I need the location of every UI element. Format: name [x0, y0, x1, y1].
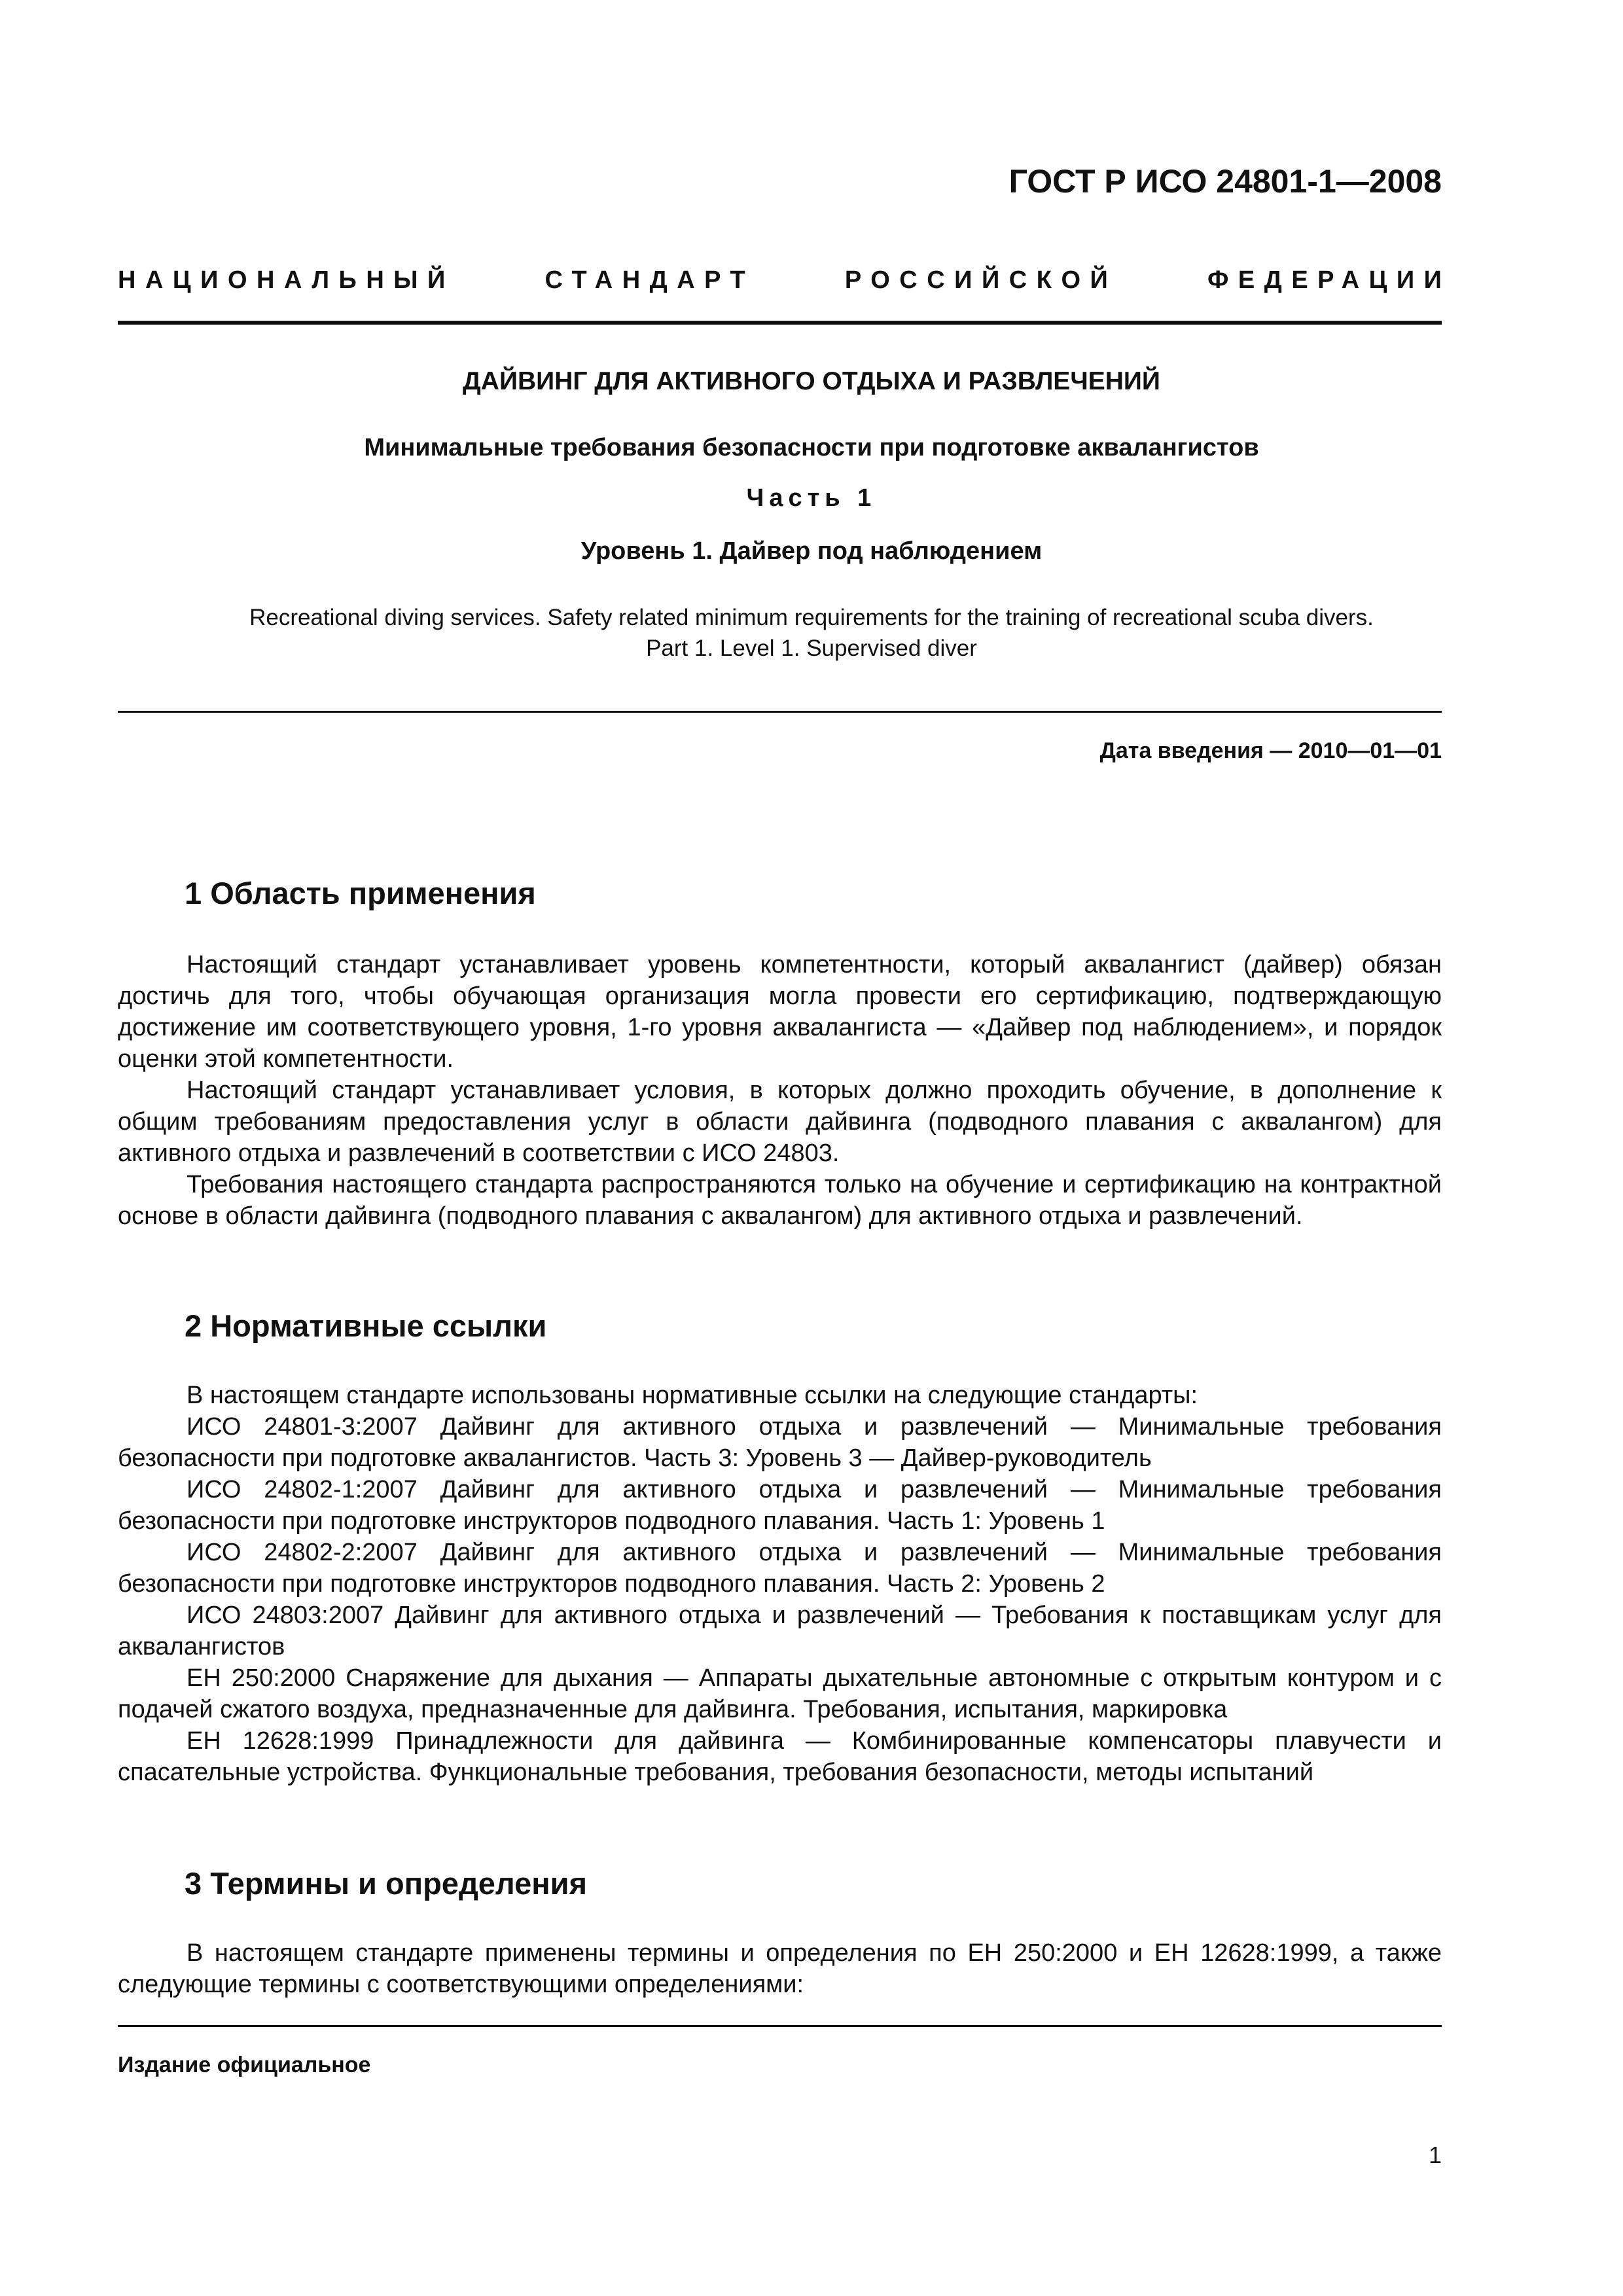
paragraph: Настоящий стандарт устанавливает условия, в которых должно проходить обучение, в дополнение к общим требованиям предоставления услуг в области дайвинга (подводного плавания с аквалангом) для активного отдыха и развлечений в соответствии с ИСО 24803. — [118, 1077, 1442, 1167]
english-title-line1: Recreational diving services. Safety related minimum requirements for the training of recreational scuba divers. — [249, 605, 1374, 630]
banner-word: НАЦИОНАЛЬНЫЙ — [118, 266, 455, 294]
paragraph: В настоящем стандарте использованы нормативные ссылки на следующие стандарты: — [187, 1382, 1198, 1409]
reference-item: ИСО 24801-3:2007 Дайвинг для активного отдыха и развлечений — Минимальные требования безопасности при подготовке аквалангистов. Часть 3: Уровень 3 — Дайвер-руководитель — [118, 1413, 1442, 1472]
document-code: ГОСТ Р ИСО 24801-1—2008 — [1008, 163, 1442, 200]
section-body — [118, 1937, 1442, 2000]
section-body — [118, 949, 1442, 1232]
reference-item: ИСО 24802-2:2007 Дайвинг для активного отдыха и развлечений — Минимальные требования безопасности при подготовке инструкторов подводного плавания. Часть 2: Уровень 2 — [118, 1539, 1442, 1598]
standard-subtitle: Минимальные требования безопасности при подготовке аквалангистов — [364, 434, 1259, 461]
national-standard-banner — [118, 266, 1452, 295]
page-number: 1 — [1428, 2142, 1442, 2168]
section-heading: 3 Термины и определения — [185, 1866, 587, 1901]
reference-item: ИСО 24803:2007 Дайвинг для активного отдыха и развлечений — Требования к поставщикам услуг для аквалангистов — [118, 1602, 1442, 1660]
section-heading: 1 Область применения — [185, 876, 536, 910]
standard-title: ДАЙВИНГ ДЛЯ АКТИВНОГО ОТДЫХА И РАЗВЛЕЧЕНИЙ — [463, 367, 1160, 395]
header-rule — [118, 321, 1442, 325]
level-title: Уровень 1. Дайвер под наблюдением — [580, 537, 1043, 565]
footer-rule — [118, 2025, 1442, 2027]
paragraph: В настоящем стандарте применены термины и определения по ЕН 250:2000 и ЕН 12628:1999, а также следующие термины с соответствующими определениями: — [118, 1939, 1442, 1998]
introduction-date: Дата введения — 2010—01—01 — [1099, 738, 1442, 763]
official-edition-label: Издание официальное — [118, 2053, 371, 2077]
banner-word: ФЕДЕРАЦИИ — [1207, 266, 1452, 294]
banner-word: РОССИЙСКОЙ — [844, 266, 1118, 294]
title-rule — [118, 711, 1442, 713]
banner-word: СТАНДАРТ — [544, 266, 755, 294]
paragraph: Требования настоящего стандарта распространяются только на обучение и сертификацию на контрактной основе в области дайвинга (подводного плавания с аквалангом) для активного отдыха и развлечений. — [118, 1171, 1442, 1230]
part-label: Часть 1 — [746, 484, 877, 512]
reference-item: ЕН 250:2000 Снаряжение для дыхания — Аппараты дыхательные автономные с открытым контуром и с подачей сжатого воздуха, предназначенные для дайвинга. Требования, испытания, маркировка — [118, 1664, 1442, 1723]
section-heading: 2 Нормативные ссылки — [185, 1308, 547, 1343]
english-title-line2: Part 1. Level 1. Supervised diver — [646, 636, 977, 661]
reference-item: ИСО 24802-1:2007 Дайвинг для активного отдыха и развлечений — Минимальные требования безопасности при подготовке инструкторов подводного плавания. Часть 1: Уровень 1 — [118, 1476, 1442, 1535]
section-body — [118, 1380, 1442, 1788]
reference-item: ЕН 12628:1999 Принадлежности для дайвинга — Комбинированные компенсаторы плавучести и спасательные устройства. Функциональные требования, требования безопасности, методы испытаний — [118, 1727, 1442, 1786]
paragraph: Настоящий стандарт устанавливает уровень компетентности, который аквалангист (дайвер) обязан достичь для того, чтобы обучающая организация могла провести его сертификацию, подтверждающую достижение им соответствующего уровня, 1-го уровня аквалангиста — «Дайвер под наблюдением», и порядок оценки этой компетентности. — [118, 951, 1442, 1073]
